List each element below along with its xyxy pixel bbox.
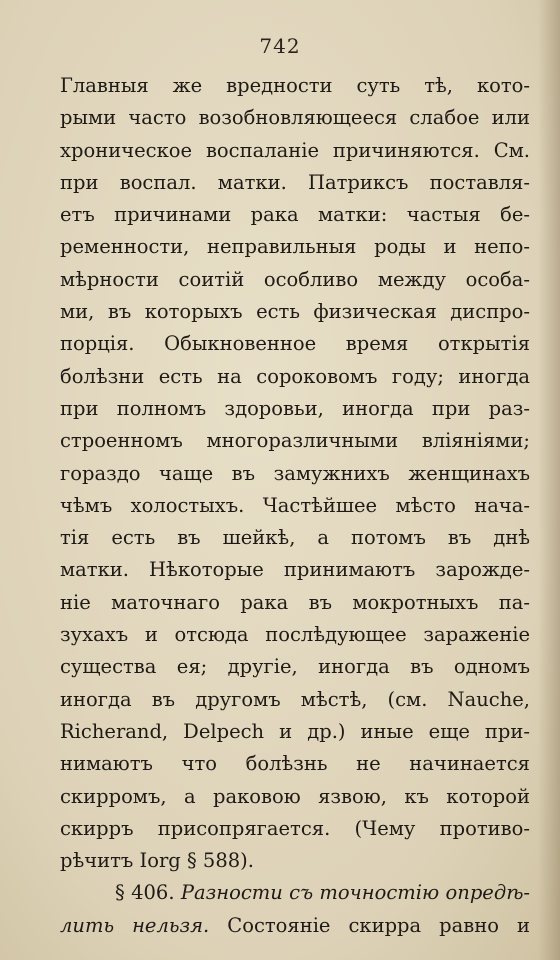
section-heading-line <box>60 877 530 909</box>
text-line: тія есть въ шейкѣ, а потомъ въ днѣ <box>60 526 530 550</box>
text-line: строенномъ многоразличными вліяніями; <box>60 429 530 453</box>
text-line: хроническое воспаланіе причиняются. См. <box>60 138 530 162</box>
text-line: мѣрности соитій особливо между особа- <box>60 267 530 291</box>
text-line: существа ея; другіе, иногда въ одномъ <box>60 655 530 679</box>
text-line: нимаютъ что болѣзнь не начинается <box>60 752 530 776</box>
text-line: матки. Нѣкоторые принимаютъ зарожде- <box>60 558 530 582</box>
text-line: рыми часто возобновляющееся слабое или <box>60 106 530 130</box>
text-line: Richerand, Delpech и др.) иные еще при- <box>60 719 530 743</box>
section-number: § 406. <box>115 881 175 905</box>
text-line: етъ причинами рака матки: частыя бе- <box>60 203 530 227</box>
text-line: зухахъ и отсюда послѣдующее зараженіе <box>60 623 530 647</box>
text-line: ременности, неправильныя роды и непо- <box>60 235 530 259</box>
text-line: гораздо чаще въ замужнихъ женщинахъ <box>60 461 530 485</box>
text-line: скирръ присопрягается. (Чему противо- <box>60 816 530 840</box>
text-line: иногда въ другомъ мѣстѣ, (см. Nauche, <box>60 687 530 711</box>
text-line: скирромъ, а раковою язвою, къ которой <box>60 784 530 808</box>
section-text: Состояніе скирра равно и <box>227 913 530 937</box>
text-line: ми, въ которыхъ есть физическая диспро- <box>60 300 530 324</box>
text-line: ніе маточнаго рака въ мокротныхъ па- <box>60 590 530 614</box>
page-number: 742 <box>259 34 301 58</box>
text-line: болѣзни есть на сороковомъ году; иногда <box>60 364 530 388</box>
text-line: при полномъ здоровьи, иногда при раз- <box>60 396 530 420</box>
section-italic-continuation: лить нельзя. <box>60 913 210 937</box>
section-italic-text: Разности съ точностію опредѣ- <box>180 881 530 905</box>
text-line: при воспал. матки. Патриксъ поставля- <box>60 170 530 194</box>
text-line: порція. Обыкновенное время открытія <box>60 332 530 356</box>
section-second-line <box>60 910 530 942</box>
body-text <box>60 70 530 942</box>
text-line: чѣмъ холостыхъ. Частѣйшее мѣсто нача- <box>60 493 530 517</box>
page-spine-shadow <box>538 0 560 960</box>
text-line: рѣчитъ Iorg § 588). <box>60 849 254 873</box>
text-line: Главныя же вредности суть тѣ, кото- <box>60 74 530 97</box>
